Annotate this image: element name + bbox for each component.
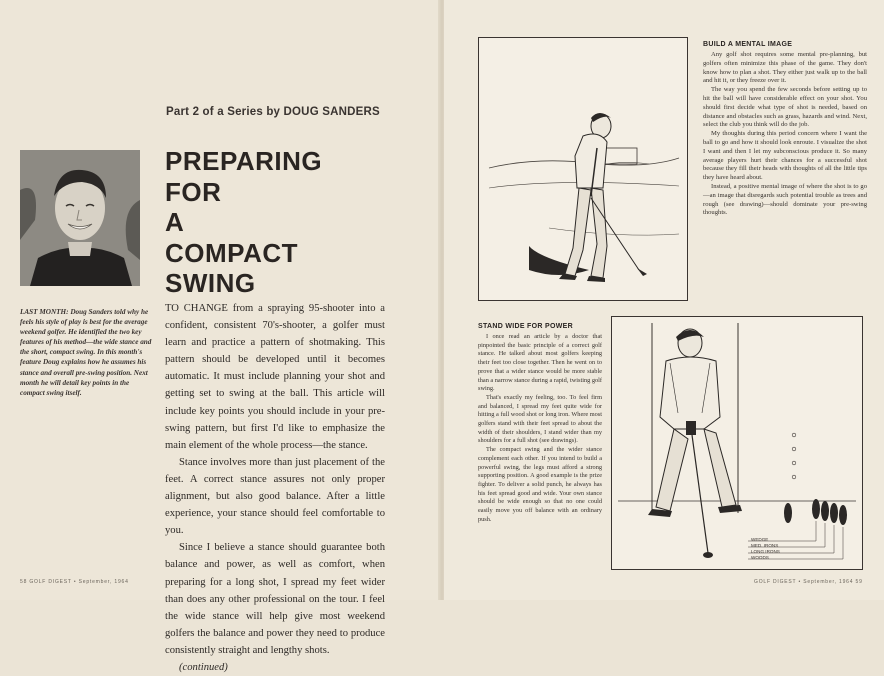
heading-stand-wide: STAND WIDE FOR POWER	[478, 323, 573, 330]
page-folio: GOLF DIGEST • September, 1964 59	[754, 579, 863, 585]
paragraph: Any golf shot requires some mental pre-planning, but golfers often minimize this phase of the game. They don't know how to plan a shot. They either just walk up to the ball and hit it, or they freeze over it.	[703, 51, 867, 85]
paragraph: Since I believe a stance should guarantee both balance and power, as well as comfort, when preparing for a long shot, I spread my feet wider than does any other professional on the tour. I feel the wide stance will help give most weekend golfers the balance and power they need to produce consistently straight and lengthy shots.	[165, 542, 385, 656]
paragraph: I once read an article by a doctor that pinpointed the basic principle of a correct golf stance. He talked about most golfers keeping their feet too close together. Then he went on to prove that a wider stance would be more stable than a narrow stance during a rapid, twisting golf swing.	[478, 333, 602, 393]
page-folio: 58 GOLF DIGEST • September, 1964	[20, 579, 129, 585]
legend-item: MED. IRONS	[751, 543, 779, 549]
legend-item: LONG IRONS	[751, 549, 780, 555]
heading-mental-image: BUILD A MENTAL IMAGE	[703, 41, 793, 48]
paragraph: That's exactly my feeling, too. To feel firm and balanced, I spread my feet quite wide for hitting a full wood shot or long iron. Where most golfers stand with their feet spread to about the width of their shoulders, I stand wider than my shoulders for a full shot (see drawings).	[478, 393, 602, 445]
article-body	[165, 300, 385, 676]
stand-wide-text	[478, 333, 602, 524]
paragraph: The way you spend the few seconds before setting up to hit the ball will have considerable effect on your shot. You should first decide what type of shot is needed, based on distance and obstacles such as grass, hazards and wind. Next, select the club you think will do the job.	[703, 86, 867, 129]
legend-item: WOODS	[751, 555, 769, 561]
author-photo	[20, 150, 140, 286]
continued-note: (continued)	[179, 661, 228, 673]
legend-item: WEDGE	[751, 537, 769, 542]
paragraph-text: from a spraying 95-shooter into a confident, consistent 70's-shooter, a golfer must learn and practice a pattern of shotmaking. This pattern should be developed until it becomes automatic. It must include planning your shot and getting set to swing at the ball. This article will include key points you should include in your pre-swing pattern, but first I'd like to emphasize the main element of the whole process—the stance.	[165, 303, 386, 451]
last-month-summary: LAST MONTH: Doug Sanders told why he feels his style of play is best for the average weekend golfer. He identified the two key features of his method—the wide stance and the short, compact swing. In this month's feature Doug explains how he assumes his stance and overall pre-swing position. Next month he will detail key points in the compact swing itself.	[20, 308, 152, 397]
headline-line: FOR	[165, 176, 222, 207]
illustration-mental-image	[478, 37, 688, 301]
paragraph: Instead, a positive mental image of where the shot is to go—an image that disregards such potential trouble as trees and rough (see drawing)—should dominate your pre-swing thoughts.	[703, 182, 867, 217]
stance-legend	[751, 537, 780, 561]
headline	[165, 146, 322, 299]
lead-in: TO CHANGE	[165, 303, 228, 314]
paragraph	[165, 300, 385, 454]
illustration-stance	[611, 316, 863, 570]
headline-line: COMPACT	[165, 237, 299, 268]
paragraph: Stance involves more than just placement of the feet. A correct stance assures not only proper alignment, but also good balance. After a little experience, your stance should feel comfortable to you.	[165, 456, 385, 537]
series-line: Part 2 of a Series by DOUG SANDERS	[166, 106, 380, 118]
mental-image-text	[703, 51, 867, 218]
headline-line: A	[165, 207, 185, 237]
headline-line: PREPARING	[165, 146, 323, 176]
paragraph: My thoughts during this period concern where I want the ball to go and how it should look enroute. I visualize the shot I want and then I let my subconscious produce it. So many average players hurt their chances for a successful shot because they fill their heads with thoughts of all the little tips they have heard about.	[703, 130, 867, 182]
left-page	[0, 0, 440, 673]
paragraph: The compact swing and the wider stance complement each other. If you intend to build a powerful swing, the legs must afford a strong supporting position. A good example is the prize fighter. To deliver a solid punch, he always has his feet spread good and wide. Your own stance should be wide enough so that no one could easily move you off balance with an ordinary push.	[478, 446, 602, 523]
headline-line: SWING	[165, 268, 256, 298]
